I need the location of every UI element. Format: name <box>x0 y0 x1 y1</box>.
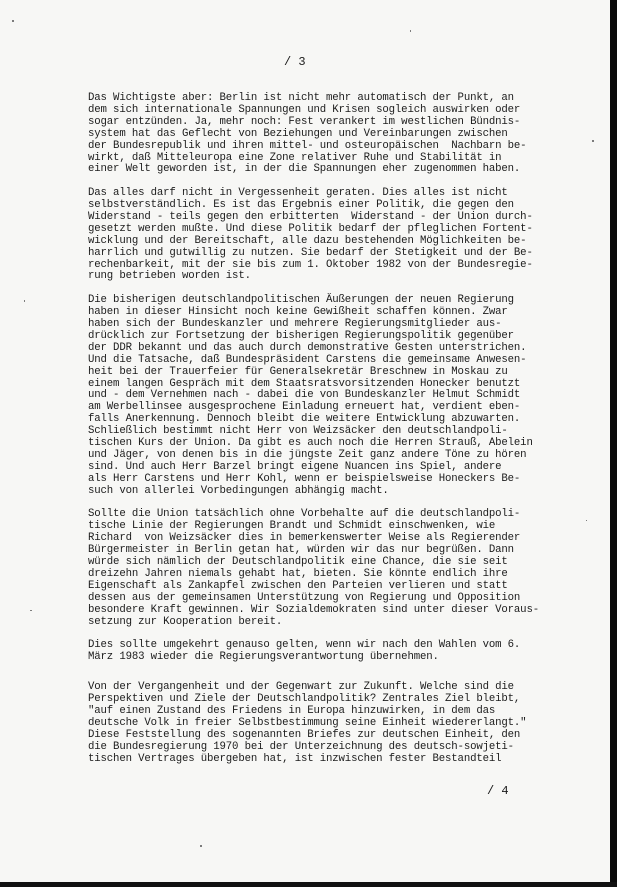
text-line: die Bundesregierung 1970 bei der Unterzeichnung des deutsch-sowjeti- <box>88 740 514 753</box>
text-line: haben sich der Bundeskanzler und mehrere Regierungsmitglieder aus- <box>88 318 502 330</box>
scan-border-bottom <box>0 882 617 887</box>
page-number-footer: / 4 <box>487 784 509 798</box>
paragraph-3 <box>88 295 566 497</box>
text-line: Widerstand - teils gegen den erbitterten Widerstand - der Union durch- <box>88 210 533 223</box>
text-line: am Werbellinsee ausgesprochene Einladung erneuert hat, verdient eben- <box>88 401 521 414</box>
text-line: Von der Vergangenheit und der Gegenwart zur Zukunft. Welche sind die <box>88 681 514 694</box>
text-line: Richard von Weizsäcker dies in bemerkenswerter Weise als Regierender <box>88 532 521 545</box>
text-line: als Herr Carstens und Herr Kohl, wenn er beispielsweise Honeckers Be- <box>88 472 521 485</box>
text-line: wirkt, daß Mitteleuropa eine Zone relativer Ruhe und Stabilität in <box>88 151 502 164</box>
text-line: Diese Feststellung des sogenannten Briefes zur deutschen Einheit, den <box>88 728 521 741</box>
text-line: dreizehn Jahren niemals gehabt hat, bieten. Sie könnte endlich ihre <box>88 567 508 580</box>
scan-speck <box>24 300 25 302</box>
text-line: "auf einen Zustand des Friedens in Europa hinzuwirken, in dem das <box>88 704 496 717</box>
paragraph-4 <box>88 509 566 628</box>
text-line: wicklung und der Bereitschaft, alle dazu bestehenden Möglichkeiten be- <box>88 234 527 247</box>
text-line: tischen Vertrages übergeben hat, ist inzwischen fester Bestandteil <box>88 752 502 765</box>
text-line: tischen Kurs der Union. Da gibt es auch noch die Herren Strauß, Abelein <box>88 437 533 450</box>
text-line: der Bundesrepublik und ihren mittel- und osteuropäischen Nachbarn be- <box>88 139 527 152</box>
text-line: Eigenschaft als Zankapfel zwischen den Parteien verlieren und statt <box>88 579 508 592</box>
text-line: setzung zur Kooperation bereit. <box>88 615 283 628</box>
text-line: und - dem Vernehmen nach - dabei die von Bundeskanzler Helmut Schmidt <box>88 389 521 402</box>
text-line: Schließlich bestimmt nicht Herr von Weizsäcker den deutschlandpoli- <box>88 425 508 438</box>
text-line: system hat das Geflecht von Beziehungen und Vereinbarungen zwischen <box>88 127 508 140</box>
text-line: Sollte die Union tatsächlich ohne Vorbehalte auf die deutschlandpoli- <box>88 508 521 521</box>
text-line: deutsche Volk in freier Selbstbestimmung seine Einheit wiedererlangt." <box>88 716 527 729</box>
text-line: würde sich nämlich der Deutschlandpolitik eine Chance, die sie seit <box>88 556 508 569</box>
scan-speck <box>200 845 202 847</box>
paragraph-1 <box>88 93 566 176</box>
text-line: tische Linie der Regierungen Brandt und Schmidt einschwenken, wie <box>88 520 496 533</box>
text-line: gesetzt werden mußte. Und diese Politik bedarf der pfleglichen Fortent- <box>88 222 533 235</box>
text-line: falls Anerkennung. Dennoch bleibt die weitere Entwicklung abzuwarten. <box>88 413 521 426</box>
scan-speck <box>592 140 594 142</box>
text-line: Perspektiven und Ziele der Deutschlandpolitik? Zentrales Ziel bleibt, <box>88 692 521 705</box>
paragraph-6 <box>88 682 566 765</box>
text-line: März 1983 wieder die Regierungsverantwortung übernehmen. <box>88 651 439 664</box>
text-line: rung betrieben worden ist. <box>88 270 251 283</box>
text-line: besondere Kraft gewinnen. Wir Sozialdemokraten sind unter dieser Voraus- <box>88 603 539 616</box>
text-line: Das Wichtigste aber: Berlin ist nicht mehr automatisch der Punkt, an <box>88 92 514 104</box>
text-line: Und die Tatsache, daß Bundespräsident Carstens die gemeinsame Anwesen- <box>88 353 527 366</box>
text-line: einem langen Gespräch mit dem Staatsratsvorsitzenden Honecker benutzt <box>88 377 521 390</box>
text-line: selbstverständlich. Es ist das Ergebnis einer Politik, die gegen den <box>88 199 514 212</box>
text-line: heit bei der Trauerfeier für Generalsekretär Breschnew in Moskau zu <box>88 365 508 378</box>
scan-speck <box>30 610 32 611</box>
text-line: harrlich und gutwillig zu nutzen. Sie bedarf der Stetigkeit und der Be- <box>88 246 533 259</box>
text-line: sind. Und auch Herr Barzel bringt eigene Nuancen ins Spiel, andere <box>88 460 502 473</box>
scan-speck <box>410 30 411 32</box>
paragraph-2 <box>88 188 566 283</box>
text-line: rechenbarkeit, mit der sie bis zum 1. Oktober 1982 von der Bundesregie- <box>88 258 533 271</box>
text-line: Bürgermeister in Berlin getan hat, würden wir das nur begrüßen. Dann <box>88 544 514 557</box>
text-line: sogar entzünden. Ja, mehr noch: Fest verankert im westlichen Bündnis- <box>88 115 521 128</box>
text-line: einer Welt geworden ist, in der die Spannungen eher zugenommen haben. <box>88 163 521 176</box>
text-line: dem sich internationale Spannungen und Krisen sogleich auswirken oder <box>88 103 521 116</box>
scan-speck <box>12 20 14 22</box>
text-line: Die bisherigen deutschlandpolitischen Äußerungen der neuen Regierung <box>88 294 514 307</box>
text-line: und Jäger, von denen bis in die jüngste Zeit ganz andere Töne zu hören <box>88 448 527 461</box>
text-line: Dies sollte umgekehrt genauso gelten, wenn wir nach den Wahlen vom 6. <box>88 639 521 652</box>
text-line: haben in dieser Hinsicht noch keine Gewißheit schaffen können. Zwar <box>88 306 508 319</box>
scan-border-right <box>610 0 617 887</box>
text-line: such von allerlei Vorbedingungen abhängig macht. <box>88 484 389 497</box>
text-line: Das alles darf nicht in Vergessenheit geraten. Dies alles ist nicht <box>88 187 508 200</box>
text-line: der DDR bekannt und das auch durch demonstrative Gesten unterstrichen. <box>88 341 527 354</box>
document-body <box>88 93 566 777</box>
text-line: drücklich zur Fortsetzung der bisherigen Regierungspolitik gegenüber <box>88 329 514 342</box>
scan-speck <box>586 520 587 521</box>
page-number-header: / 3 <box>284 55 306 69</box>
text-line: dessen aus der gemeinsamen Unterstützung von Regierung und Opposition <box>88 591 521 604</box>
paragraph-5 <box>88 640 566 664</box>
